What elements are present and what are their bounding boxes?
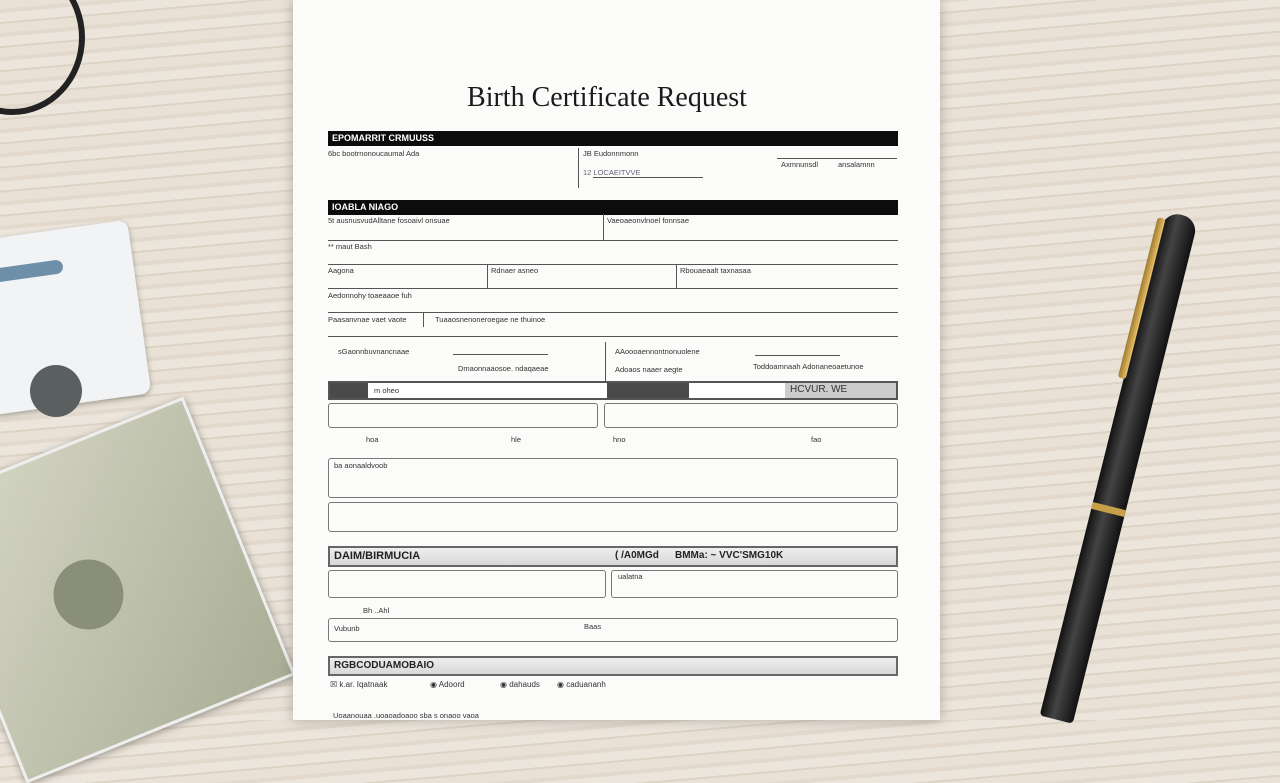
field-label: 5t ausnusvudAlltane fosoaivl onsuae (328, 216, 450, 225)
small-label: fao (811, 435, 822, 444)
section-code: BMMa: ~ VVC'SMG10K (675, 550, 784, 561)
field-label: Adoaos naaer aegte (615, 365, 683, 374)
field-value[interactable]: 12 LOCAEITVVE (583, 168, 641, 177)
footer-text: Uoaanouaa .uoaoadoaoo sba s onaoo vaoa (333, 711, 479, 720)
option-4[interactable]: ◉ caduananh (557, 680, 606, 689)
field-label: 6bc bootrnonoucaumal Ada (328, 149, 420, 158)
small-label: hoa (366, 435, 379, 444)
option-1[interactable]: ☒ k.ar. Iqatnaak (330, 680, 388, 689)
field-label: Aagona (328, 266, 354, 275)
pen (1040, 211, 1199, 724)
eyeglasses (0, 0, 85, 115)
input-box[interactable] (604, 403, 898, 428)
id-row (328, 381, 898, 400)
field-label: Tuaaosnenoneroegae ne thuinoe (435, 315, 546, 324)
field-label: sGaonnbuvnancnaae (338, 347, 410, 356)
section-header-2: IOABLA NIAGO (328, 200, 898, 215)
cash-bills (0, 397, 296, 783)
field-label: Vaeoaeonvlnoel fonnsae (607, 216, 690, 225)
field-label: Toddoamnaah Adonaneoaetunoe (753, 362, 864, 371)
option-label: caduananh (566, 680, 606, 689)
section-title: DAIM/BIRMUCIA (334, 550, 421, 562)
field-label: Aedonnohy toaeaaoe fuh (328, 291, 412, 300)
field-label: Axmnunsdl (781, 160, 819, 169)
option-3[interactable]: ◉ dahauds (500, 680, 540, 689)
input-box[interactable] (328, 403, 598, 428)
details-box[interactable] (328, 502, 898, 532)
form-title: Birth Certificate Request (467, 82, 747, 113)
date-label: Baas (584, 622, 602, 631)
field-label: AAoooaennontnonuolene (615, 347, 700, 356)
row-label: m oheo (374, 386, 400, 395)
address-label: ba aonaaldvoob (334, 461, 388, 470)
field-label: ualatna (618, 572, 643, 581)
note: Bh ..Ahl (363, 606, 390, 615)
section-mid: ( /A0MGd (615, 550, 659, 561)
small-label: hle (511, 435, 522, 444)
input-box[interactable] (328, 570, 606, 598)
section-header-4: RGBCODUAMOBAIO (328, 656, 898, 676)
field-label: ansalamnn (838, 160, 875, 169)
field-label: JB Eudonnmonn (583, 149, 639, 158)
option-label: Adoord (438, 680, 465, 689)
small-label: hno (613, 435, 626, 444)
field-label: Rbouaeaalt taxnasaa (680, 266, 751, 275)
option-2[interactable]: ◉ Adoord (430, 680, 465, 689)
option-label: k.ar. Iqatnaak (339, 680, 388, 689)
field-label: Rdnaer asneo (491, 266, 539, 275)
field-label: Dmaonnaaosoe. ndaqaeae (458, 364, 549, 373)
section-header-1: EPOMARRIT CRMUUSS (328, 131, 898, 146)
field-label: Paasanvnae vaet vaote (328, 315, 407, 324)
field-label: ** maut Bash (328, 242, 372, 251)
option-label: dahauds (509, 680, 540, 689)
section-header-3 (328, 546, 898, 567)
address-box[interactable] (328, 458, 898, 498)
birth-certificate-form (293, 0, 940, 720)
signature-label: Vubunb (334, 624, 360, 633)
input-box[interactable] (611, 570, 898, 598)
signature-box[interactable] (328, 618, 898, 642)
row-code: HCVUR. WE (785, 383, 896, 398)
coin (30, 365, 82, 417)
